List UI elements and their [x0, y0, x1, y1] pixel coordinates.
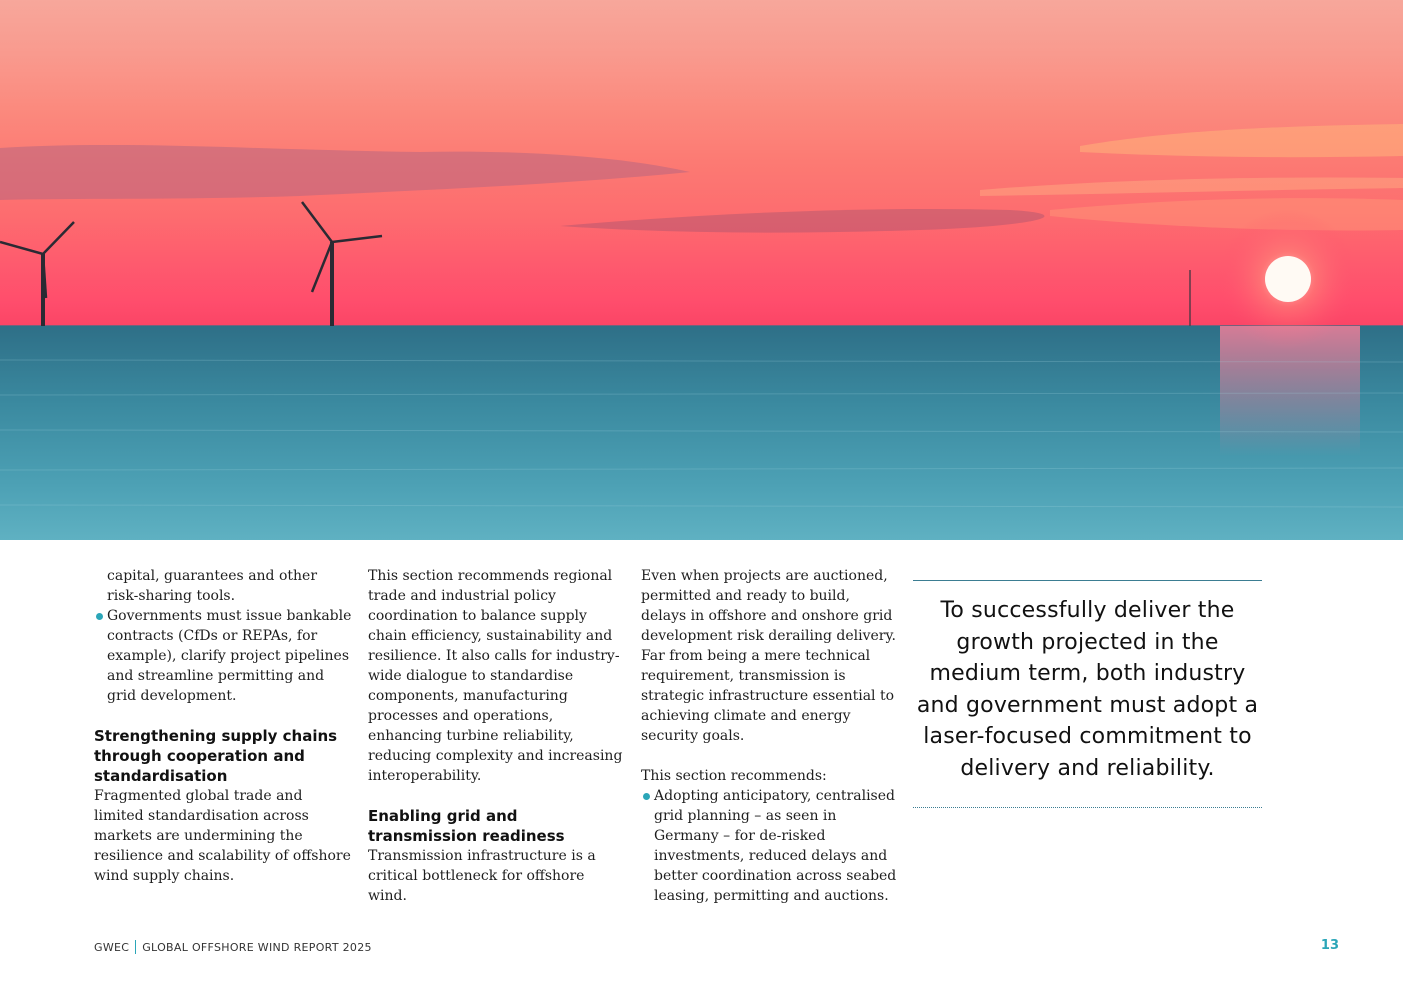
- footer-org: GWEC: [94, 941, 130, 954]
- text-column-2: [368, 566, 626, 906]
- paragraph-recommends-intro: This section recommends:: [641, 768, 827, 784]
- paragraph-supply-chains: Fragmented global trade and limited standardisation across markets are undermining the resilience and scalability of offshore wind supply chains.: [94, 788, 351, 884]
- footer: [94, 940, 372, 956]
- footer-separator: [135, 940, 136, 954]
- page-number: 13: [1320, 938, 1339, 953]
- paragraph-transmission: Transmission infrastructure is a critical bottleneck for offshore wind.: [368, 848, 596, 904]
- bullet-item-anticipatory-planning: Adopting anticipatory, centralised grid planning – as seen in Germany – for de-risked investments, reduced delays and better coordination across seabed leasing, permitting and auctions.: [641, 786, 899, 906]
- text-column-1: [94, 566, 356, 886]
- bullet-item-governments: Governments must issue bankable contracts (CfDs or REPAs, for example), clarify project pipelines and streamline permitting and grid development.: [94, 606, 356, 706]
- paragraph-grid-delays: Even when projects are auctioned, permitted and ready to build, delays in offshore and onshore grid development risk derailing delivery. Far from being a mere technical requirement, transmission is strategic infrastructure essential to achieving climate and energy security goals.: [641, 568, 896, 744]
- heading-grid-readiness: Enabling grid and transmission readiness: [368, 807, 565, 845]
- pull-quote-text: To successfully deliver the growth projected in the medium term, both industry and government must adopt a laser-focused commitment to delivery and reliability.: [916, 598, 1259, 781]
- pull-quote-box: [913, 580, 1262, 808]
- continued-text-line-2: risk-sharing tools.: [107, 588, 236, 604]
- paragraph-recommends-regional: This section recommends regional trade and industrial policy coordination to balance supply chain efficiency, sustainability and resilience. It also calls for industry-wide dialogue to standardise components, manufacturing processes and operations, enhancing turbine reliability, reducing complexity and increasing interoperability.: [368, 568, 623, 784]
- heading-supply-chains: Strengthening supply chains through cooperation and standardisation: [94, 727, 338, 785]
- text-column-3: [641, 566, 899, 906]
- continued-text-line-1: capital, guarantees and other: [107, 568, 318, 584]
- footer-report-title: GLOBAL OFFSHORE WIND REPORT 2025: [142, 941, 372, 954]
